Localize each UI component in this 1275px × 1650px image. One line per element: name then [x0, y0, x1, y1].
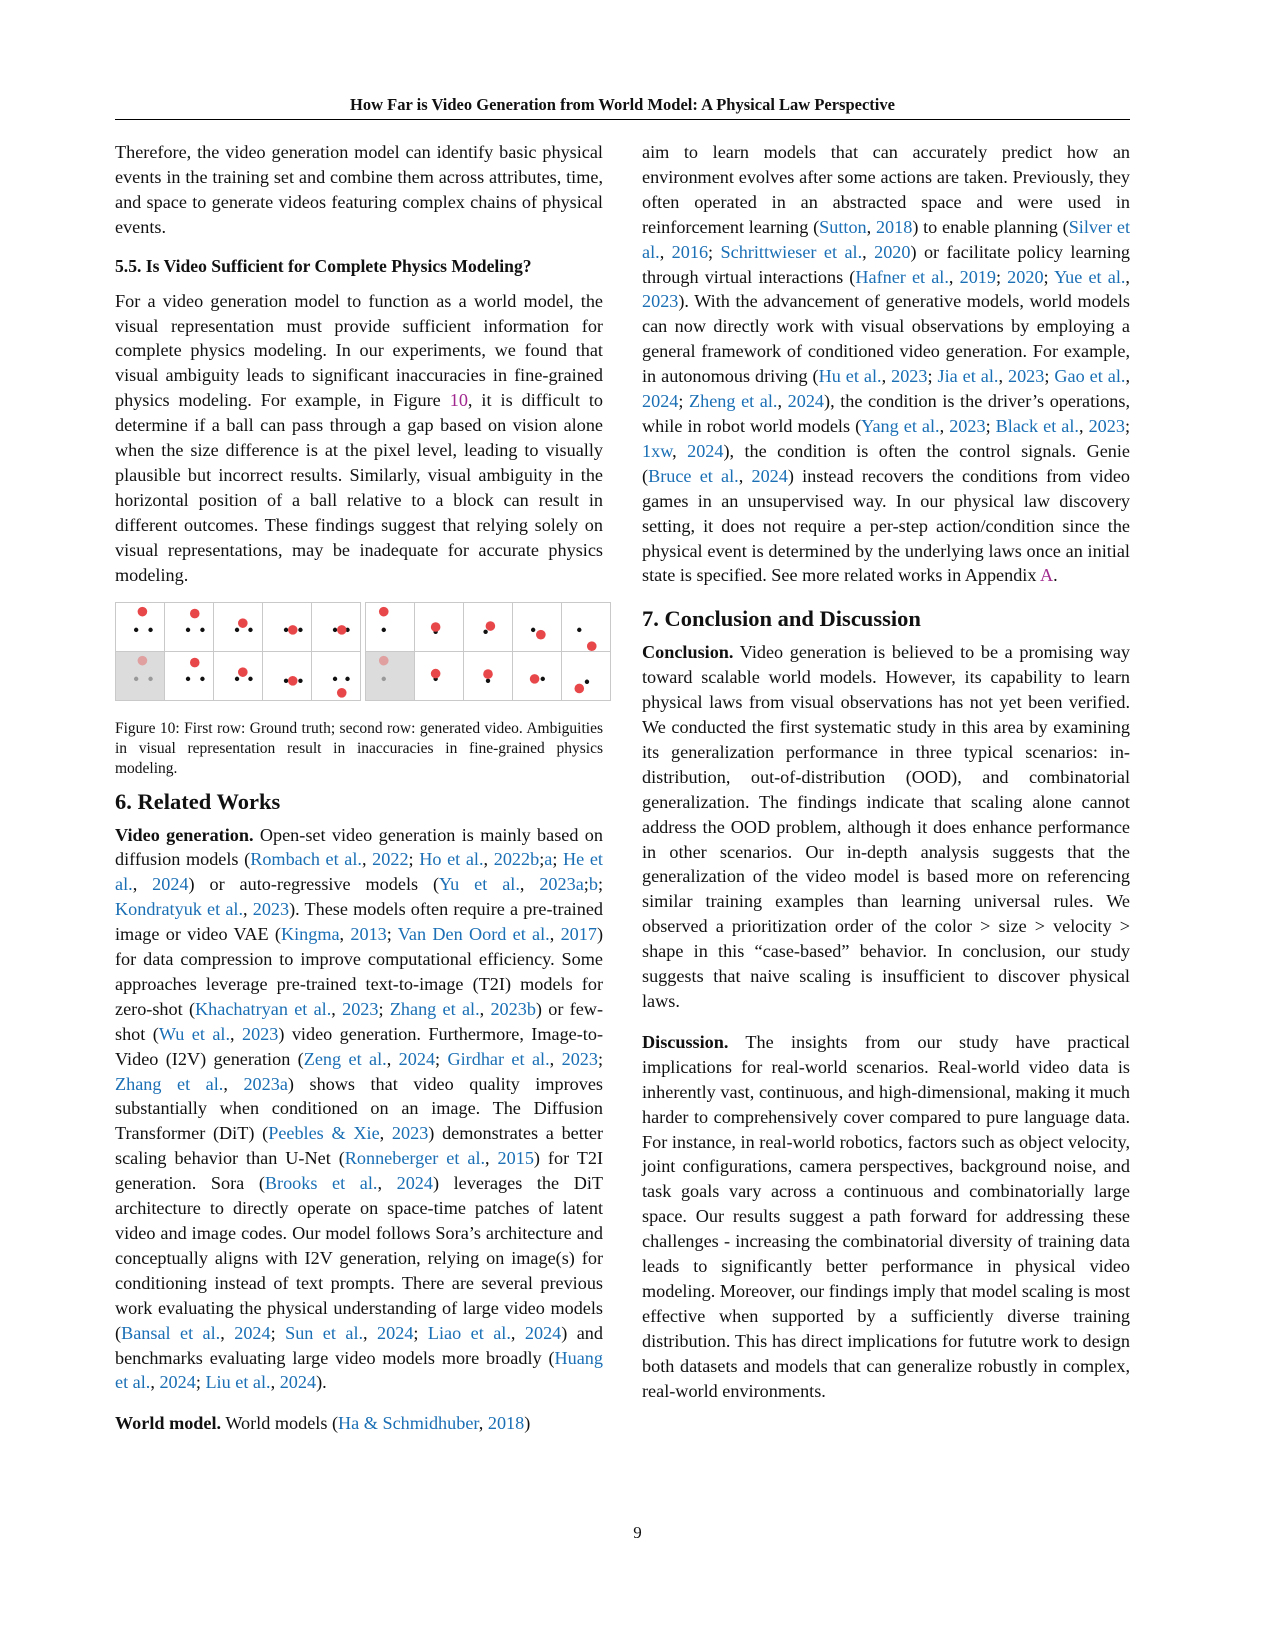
citation-link[interactable]: Zeng et al.: [303, 1048, 387, 1069]
citation-link[interactable]: 2024: [377, 1322, 414, 1343]
citation-link[interactable]: Zheng et al.: [689, 391, 778, 412]
citation-link[interactable]: Wu et al.: [158, 1023, 230, 1044]
obstacle-dot: [134, 676, 138, 680]
obstacle-dot: [186, 676, 190, 680]
citation-link[interactable]: 2024: [159, 1372, 196, 1393]
text-run: ;: [1044, 366, 1055, 387]
citation-link[interactable]: 1xw: [642, 440, 673, 461]
red-ball: [574, 683, 584, 693]
frame-drawing: [513, 652, 561, 700]
text-run: ;: [552, 849, 564, 870]
paragraph-lead: World model.: [115, 1413, 222, 1434]
text-run: ,: [948, 266, 960, 287]
citation-link[interactable]: 2024: [234, 1322, 271, 1343]
section-6-title: 6. Related Works: [115, 788, 281, 814]
text-run: ,: [478, 1413, 488, 1434]
citation-link[interactable]: Sutton: [819, 216, 867, 237]
citation-link[interactable]: Gao et al.: [1054, 366, 1126, 387]
red-ball: [379, 606, 389, 616]
frame-drawing: [312, 603, 360, 651]
text-run: ,: [363, 1322, 378, 1343]
red-ball: [536, 629, 546, 639]
citation-link[interactable]: 2018: [487, 1413, 525, 1434]
citation-link[interactable]: 2019: [959, 266, 996, 287]
citation-link[interactable]: a: [544, 849, 553, 870]
citation-link[interactable]: 2023: [561, 1048, 598, 1069]
text-run: ,: [223, 1073, 244, 1094]
text-run: ) shows that video quality improves substantially when conditioned on an image. The Diffusion Transformer (DiT) (: [115, 1073, 604, 1144]
citation-link[interactable]: Khachatryan et al.: [195, 998, 332, 1019]
obstacle-dot: [248, 627, 252, 631]
text-run: ;: [378, 998, 390, 1019]
frame-drawing: [366, 603, 414, 651]
text-run: ,: [243, 899, 253, 920]
frame-drawing: [214, 652, 262, 700]
text-run: ;: [408, 849, 420, 870]
video-frame: [512, 652, 561, 700]
text-run: ,: [549, 924, 561, 945]
obstacle-dot: [333, 676, 337, 680]
citation-link[interactable]: 2017: [560, 924, 597, 945]
citation-link[interactable]: Schrittwieser et al.: [720, 241, 863, 262]
citation-link[interactable]: b: [588, 874, 598, 895]
text-run: ), the condition is often the control signals. Genie (: [642, 440, 1131, 486]
citation-link[interactable]: 2024: [524, 1322, 562, 1343]
frame-drawing: [464, 652, 512, 700]
citation-link[interactable]: 2023: [241, 1023, 279, 1044]
text-run: ;: [386, 924, 398, 945]
red-ball: [431, 622, 441, 632]
video-frame: [116, 603, 164, 651]
text-run: ;: [597, 1048, 604, 1069]
obstacle-dot: [345, 676, 349, 680]
obstacle-dot: [585, 679, 589, 683]
red-ball: [288, 625, 298, 635]
citation-link[interactable]: 2022b: [493, 849, 540, 870]
text-run: .: [1053, 565, 1058, 586]
video-frame: [366, 652, 414, 700]
frame-drawing: [415, 652, 463, 700]
text-run: ) leverages the DiT architecture to directly operate on space-time patches of latent video and image codes. Our model follows Sora’s architecture and conceptually aligns with I2V generation, relying on image(s) for conditioning instead of text prompts. There are several previous work evaluating the physical understanding of large video models (: [115, 1173, 603, 1343]
citation-link[interactable]: 2023: [1088, 415, 1125, 436]
text-run: ,: [862, 241, 875, 262]
text-run: ,: [519, 874, 540, 895]
text-run: ) for T2I generation. Sora (: [115, 1148, 604, 1194]
citation-link[interactable]: Yue et al.: [1054, 266, 1126, 287]
citation-link[interactable]: 2018: [875, 216, 913, 237]
left-column: [115, 140, 603, 1436]
text-run: ;: [413, 1322, 428, 1343]
citation-link[interactable]: 2022: [372, 849, 409, 870]
citation-link[interactable]: Liao et al.: [427, 1322, 511, 1343]
text-run: Therefore, the video generation model can identify basic physical events in the training set and combine them across attributes, time, and space to generate videos featuring complex chains of physical events.: [115, 142, 603, 237]
citation-link[interactable]: He et al.: [115, 849, 603, 895]
frame-drawing: [366, 652, 414, 700]
text-run: ,: [331, 998, 343, 1019]
ground-truth-row: [366, 603, 610, 651]
obstacle-dot: [148, 627, 152, 631]
citation-link[interactable]: Van Den Oord et al.: [397, 924, 550, 945]
generated-row: [116, 651, 360, 700]
text-run: ;: [678, 391, 690, 412]
citation-link[interactable]: 2020: [1007, 266, 1044, 287]
page-number: 9: [633, 1523, 642, 1542]
text-run: ;: [1043, 266, 1055, 287]
citation-link[interactable]: 2020: [874, 241, 911, 262]
figure-panel-right: [365, 602, 611, 701]
citation-link[interactable]: 2023: [642, 291, 679, 312]
citation-link[interactable]: 2024: [687, 440, 724, 461]
citation-link[interactable]: Huang et al.: [115, 1347, 603, 1393]
citation-link[interactable]: 2016: [671, 241, 709, 262]
red-ball: [138, 606, 148, 616]
obstacle-dot: [382, 676, 386, 680]
text-run: ) or auto-regressive models (: [188, 874, 440, 895]
text-run: ) for data compression to improve computational efficiency. Some approaches leverage pre-trained text-to-image (T2I) models for zero-shot (: [115, 924, 604, 1019]
citation-link[interactable]: Sun et al.: [285, 1322, 364, 1343]
text-run: aim to learn models that can accurately predict how an environment evolves after some actions are taken. Previously, they often operated in an abstracted space and were used in reinforcement learning (: [642, 142, 1130, 237]
text-run: ,: [998, 366, 1008, 387]
citation-link[interactable]: Zhang et al.: [389, 998, 480, 1019]
citation-link[interactable]: Jia et al.: [937, 366, 999, 387]
obstacle-dot: [298, 627, 302, 631]
video-generation-paragraph: [115, 823, 603, 1396]
text-run: For a video generation model to function as a world model, the visual representation must provide sufficient information for complete physics modeling. In our experiments, we found that visual ambiguity leads to significant inaccuracies in fine-grained physics modeling. For example, in Figure: [115, 290, 603, 411]
text-run: ) or facilitate policy learning through virtual interactions (: [642, 241, 1131, 287]
citation-link[interactable]: 2023: [342, 998, 379, 1019]
text-run: , it is difficult to determine if a ball can pass through a gap based on vision alone when the size difference is at the pixel level, leading to visually plausible but incorrect results. Similarly, visual ambiguity in the horizontal position of a ball relative to a block can result in different outcomes. These findings suggest that relying solely on visual representations, may be inadequate for accurate physics modeling.: [115, 390, 603, 585]
text-run: ,: [386, 1048, 399, 1069]
video-frame: [561, 603, 610, 651]
citation-link[interactable]: 2023a: [243, 1073, 288, 1094]
video-frame: [116, 652, 164, 700]
text-run: ,: [881, 366, 892, 387]
obstacle-dot: [148, 676, 152, 680]
video-frame: [262, 603, 311, 651]
text-run: ): [524, 1413, 531, 1434]
frame-drawing: [116, 652, 164, 700]
citation-link[interactable]: 2023a: [539, 874, 584, 895]
red-ball: [337, 625, 347, 635]
video-frame: [366, 603, 414, 651]
red-ball: [431, 668, 441, 678]
frame-drawing: [513, 603, 561, 651]
text-run: ,: [361, 849, 373, 870]
paragraph-lead: Discussion.: [642, 1031, 729, 1052]
video-frame: [311, 603, 360, 651]
obstacle-dot: [235, 627, 239, 631]
citation-link[interactable]: 2023: [252, 899, 290, 920]
frame-drawing: [263, 603, 311, 651]
red-ball: [587, 641, 597, 651]
text-run: ,: [230, 1023, 242, 1044]
text-run: World models (: [221, 1413, 339, 1434]
frame-drawing: [165, 652, 213, 700]
citation-link[interactable]: 2023: [1007, 366, 1045, 387]
section-5-5-paragraph: [115, 289, 603, 588]
text-run: ,: [549, 1048, 562, 1069]
red-ball: [337, 688, 347, 698]
citation-link[interactable]: Black et al.: [995, 415, 1079, 436]
text-run: ,: [479, 998, 491, 1019]
frame-drawing: [214, 603, 262, 651]
citation-link[interactable]: Hafner et al.: [855, 266, 949, 287]
obstacle-dot: [248, 676, 252, 680]
header-rule: [115, 119, 1130, 120]
text-run: ).: [316, 1372, 327, 1393]
figure-reference-link[interactable]: 10: [449, 390, 468, 411]
text-run: ;: [270, 1322, 286, 1343]
text-run: ;: [927, 366, 938, 387]
text-run: ), the condition is the driver’s operations, while in robot world models (: [642, 391, 1131, 436]
citation-link[interactable]: Girdhar et al.: [447, 1048, 550, 1069]
red-ball: [238, 667, 248, 677]
ground-truth-row: [116, 603, 360, 651]
conclusion-paragraph: [642, 640, 1130, 1014]
text-run: ,: [377, 1173, 397, 1194]
text-run: ). With the advancement of generative models, world models can now directly work with visual observations by employing a general framework of conditioned video generation. For example, in autonomous driving (: [642, 291, 1130, 387]
text-run: ,: [1125, 266, 1130, 287]
text-run: ,: [483, 849, 494, 870]
video-frame: [213, 603, 262, 651]
text-run: ,: [510, 1322, 525, 1343]
citation-link[interactable]: Brooks et al.: [264, 1173, 378, 1194]
text-run: ,: [270, 1372, 280, 1393]
video-frame: [561, 652, 610, 700]
citation-link[interactable]: Yang et al.: [861, 415, 940, 436]
citation-link[interactable]: 2023: [891, 366, 928, 387]
citation-link[interactable]: 2023b: [490, 998, 536, 1019]
world-model-paragraph-continued: [642, 140, 1130, 588]
obstacle-dot: [382, 627, 386, 631]
text-run: ;: [985, 415, 996, 436]
video-frame: [164, 603, 213, 651]
text-run: ;: [435, 1048, 448, 1069]
text-run: ;: [708, 241, 721, 262]
citation-link[interactable]: 2013: [350, 924, 387, 945]
video-frame: [463, 652, 512, 700]
citation-link[interactable]: Rombach et al.: [250, 849, 362, 870]
frame-drawing: [263, 652, 311, 700]
video-frame: [463, 603, 512, 651]
obstacle-dot: [134, 627, 138, 631]
video-frame: [164, 652, 213, 700]
obstacle-dot: [235, 676, 239, 680]
frame-drawing: [464, 603, 512, 651]
red-ball: [190, 657, 200, 667]
intro-paragraph: [115, 140, 603, 240]
text-run: Open-set video generation is mainly based on diffusion models (: [115, 824, 603, 870]
citation-link[interactable]: Ronneberger et al.: [344, 1148, 486, 1169]
citation-link[interactable]: Silver et al.: [642, 216, 1131, 262]
video-frame: [512, 603, 561, 651]
text-run: ) demonstrates a better scaling behavior than U-Net (: [115, 1123, 603, 1169]
figure-10: [115, 602, 603, 701]
text-run: ) or few-shot (: [115, 998, 603, 1044]
citation-link[interactable]: Bansal et al.: [121, 1322, 221, 1343]
text-run: ,: [777, 391, 788, 412]
section-7-title: 7. Conclusion and Discussion: [642, 606, 921, 632]
text-run: ,: [1125, 366, 1130, 387]
text-run: ;: [195, 1372, 206, 1393]
frame-drawing: [562, 652, 610, 700]
text-run: ). These models often require a pre-trained image or video VAE (: [115, 899, 603, 945]
text-run: ,: [379, 1123, 392, 1144]
citation-link[interactable]: Kingma: [280, 924, 340, 945]
text-run: ,: [132, 874, 153, 895]
red-ball: [138, 655, 148, 665]
video-frame: [213, 652, 262, 700]
red-ball: [379, 655, 389, 665]
text-run: ) video generation. Furthermore, Image-to-Video (I2V) generation (: [115, 1023, 603, 1069]
video-frame: [311, 652, 360, 700]
text-run: ,: [485, 1148, 498, 1169]
citation-link[interactable]: 2024: [152, 874, 189, 895]
citation-link[interactable]: Liu et al.: [205, 1372, 271, 1393]
frame-drawing: [116, 603, 164, 651]
text-run: ;: [995, 266, 1008, 287]
frame-drawing: [415, 603, 463, 651]
text-run: ,: [939, 415, 950, 436]
red-ball: [530, 674, 540, 684]
discussion-paragraph: [642, 1030, 1130, 1404]
citation-link[interactable]: Ho et al.: [419, 849, 484, 870]
video-frame: [414, 603, 463, 651]
video-frame: [262, 652, 311, 700]
citation-link[interactable]: 2024: [396, 1173, 433, 1194]
citation-link[interactable]: 2023: [949, 415, 986, 436]
frame-drawing: [165, 603, 213, 651]
citation-link[interactable]: 2024: [279, 1372, 317, 1393]
citation-link[interactable]: Peebles & Xie: [268, 1123, 380, 1144]
paragraph-lead: Conclusion.: [642, 642, 734, 663]
text-run: Video generation is believed to be a promising way toward scalable world models. However, its capability to learn physical laws from visual observations has not yet been verified. We conducted the first systematic study in this area by examining its generalization performance in three typical scenarios: in-distribution, out-of-distribution (OOD), and combinatorial generalization. The findings indicate that scaling alone cannot address the OOD problem, although it does enhance performance in other scenarios. Our in-depth analysis suggests that the generalization of the video model is based more on referencing similar training examples than learning universal rules. We observed a prioritization order of the color > size > velocity > shape in this “case-based” behavior. In conclusion, our study suggests that naive scaling is insufficient to discover physical laws.: [642, 642, 1130, 1011]
citation-link[interactable]: 2024: [642, 391, 679, 412]
citation-link[interactable]: Yu et al.: [439, 874, 520, 895]
citation-link[interactable]: 2024: [398, 1048, 436, 1069]
text-run: ,: [659, 241, 672, 262]
text-run: ,: [738, 465, 752, 486]
text-run: ,: [339, 924, 351, 945]
obstacle-dot: [486, 678, 490, 682]
text-run: ;: [1124, 415, 1130, 436]
citation-link[interactable]: 2015: [497, 1148, 534, 1169]
citation-link[interactable]: Ha & Schmidhuber: [338, 1413, 479, 1434]
obstacle-dot: [298, 678, 302, 682]
obstacle-dot: [577, 627, 581, 631]
text-run: ,: [866, 216, 876, 237]
red-ball: [190, 608, 200, 618]
frame-drawing: [312, 652, 360, 700]
red-ball: [238, 618, 248, 628]
obstacle-dot: [284, 678, 288, 682]
obstacle-dot: [483, 629, 487, 633]
generated-row: [366, 651, 610, 700]
obstacle-dot: [531, 627, 535, 631]
frame-drawing: [562, 603, 610, 651]
text-run: ,: [150, 1372, 160, 1393]
right-column: [642, 140, 1130, 1404]
video-frame: [414, 652, 463, 700]
obstacle-dot: [284, 627, 288, 631]
obstacle-dot: [200, 627, 204, 631]
text-run: ;: [583, 874, 589, 895]
figure-panel-left: [115, 602, 361, 701]
citation-link[interactable]: Bruce et al.: [648, 465, 739, 486]
text-run: The insights from our study have practical implications for real-world scenarios. Real-world video data is inherently vast, continuous, and high-dimensional, making it much harder to comprehensively cover compared to pure language data. For instance, in real-world robotics, factors such as object velocity, joint configurations, camera perspectives, background noise, and task goals vary across a continuous and combinatorially large space. Our results suggest a path forward for addressing these challenges - increasing the combinatorial diversity of training data leads to significantly better performance in physical video modeling. Moreover, our findings imply that model scaling is most effective when supported by a sufficiently diverse training distribution. This has direct implications for fututre work to design both datasets and models that can generalize robustly in complex, real-world environments.: [642, 1031, 1130, 1401]
citation-link[interactable]: Kondratyuk et al.: [115, 899, 243, 920]
world-model-paragraph-start: [115, 1411, 603, 1436]
citation-link[interactable]: Zhang et al.: [115, 1073, 224, 1094]
text-run: ,: [672, 440, 688, 461]
text-run: ) and benchmarks evaluating large video models more broadly (: [115, 1322, 603, 1368]
citation-link[interactable]: 2023: [391, 1123, 429, 1144]
citation-link[interactable]: 2024: [787, 391, 825, 412]
text-run: ,: [1078, 415, 1089, 436]
text-run: ;: [597, 874, 603, 895]
citation-link[interactable]: Hu et al.: [818, 366, 882, 387]
figure-10-caption: Figure 10: First row: Ground truth; second row: generated video. Ambiguities in visual representation result in inaccuracies in fine-grained physics modeling.: [115, 719, 603, 777]
obstacle-dot: [333, 627, 337, 631]
text-run: ;: [539, 849, 545, 870]
obstacle-dot: [541, 676, 545, 680]
red-ball: [486, 621, 496, 631]
red-ball: [483, 669, 493, 679]
citation-link[interactable]: 2024: [751, 465, 788, 486]
running-head: How Far is Video Generation from World Model: A Physical Law Perspective: [350, 95, 895, 114]
text-run: ) instead recovers the conditions from video games in an unsupervised way. In our physical law discovery setting, it does not require a per-step action/condition since the physical event is determined by the underlying laws once an initial state is specified. See more related works in Appendix: [642, 465, 1131, 586]
text-run: ) to enable planning (: [912, 216, 1069, 237]
red-ball: [288, 676, 298, 686]
obstacle-dot: [200, 676, 204, 680]
text-run: ,: [220, 1322, 235, 1343]
obstacle-dot: [186, 627, 190, 631]
figure-reference-link[interactable]: A: [1040, 565, 1054, 586]
paragraph-lead: Video generation.: [115, 824, 254, 845]
section-5-5-title: 5.5. Is Video Sufficient for Complete Physics Modeling?: [115, 255, 532, 276]
